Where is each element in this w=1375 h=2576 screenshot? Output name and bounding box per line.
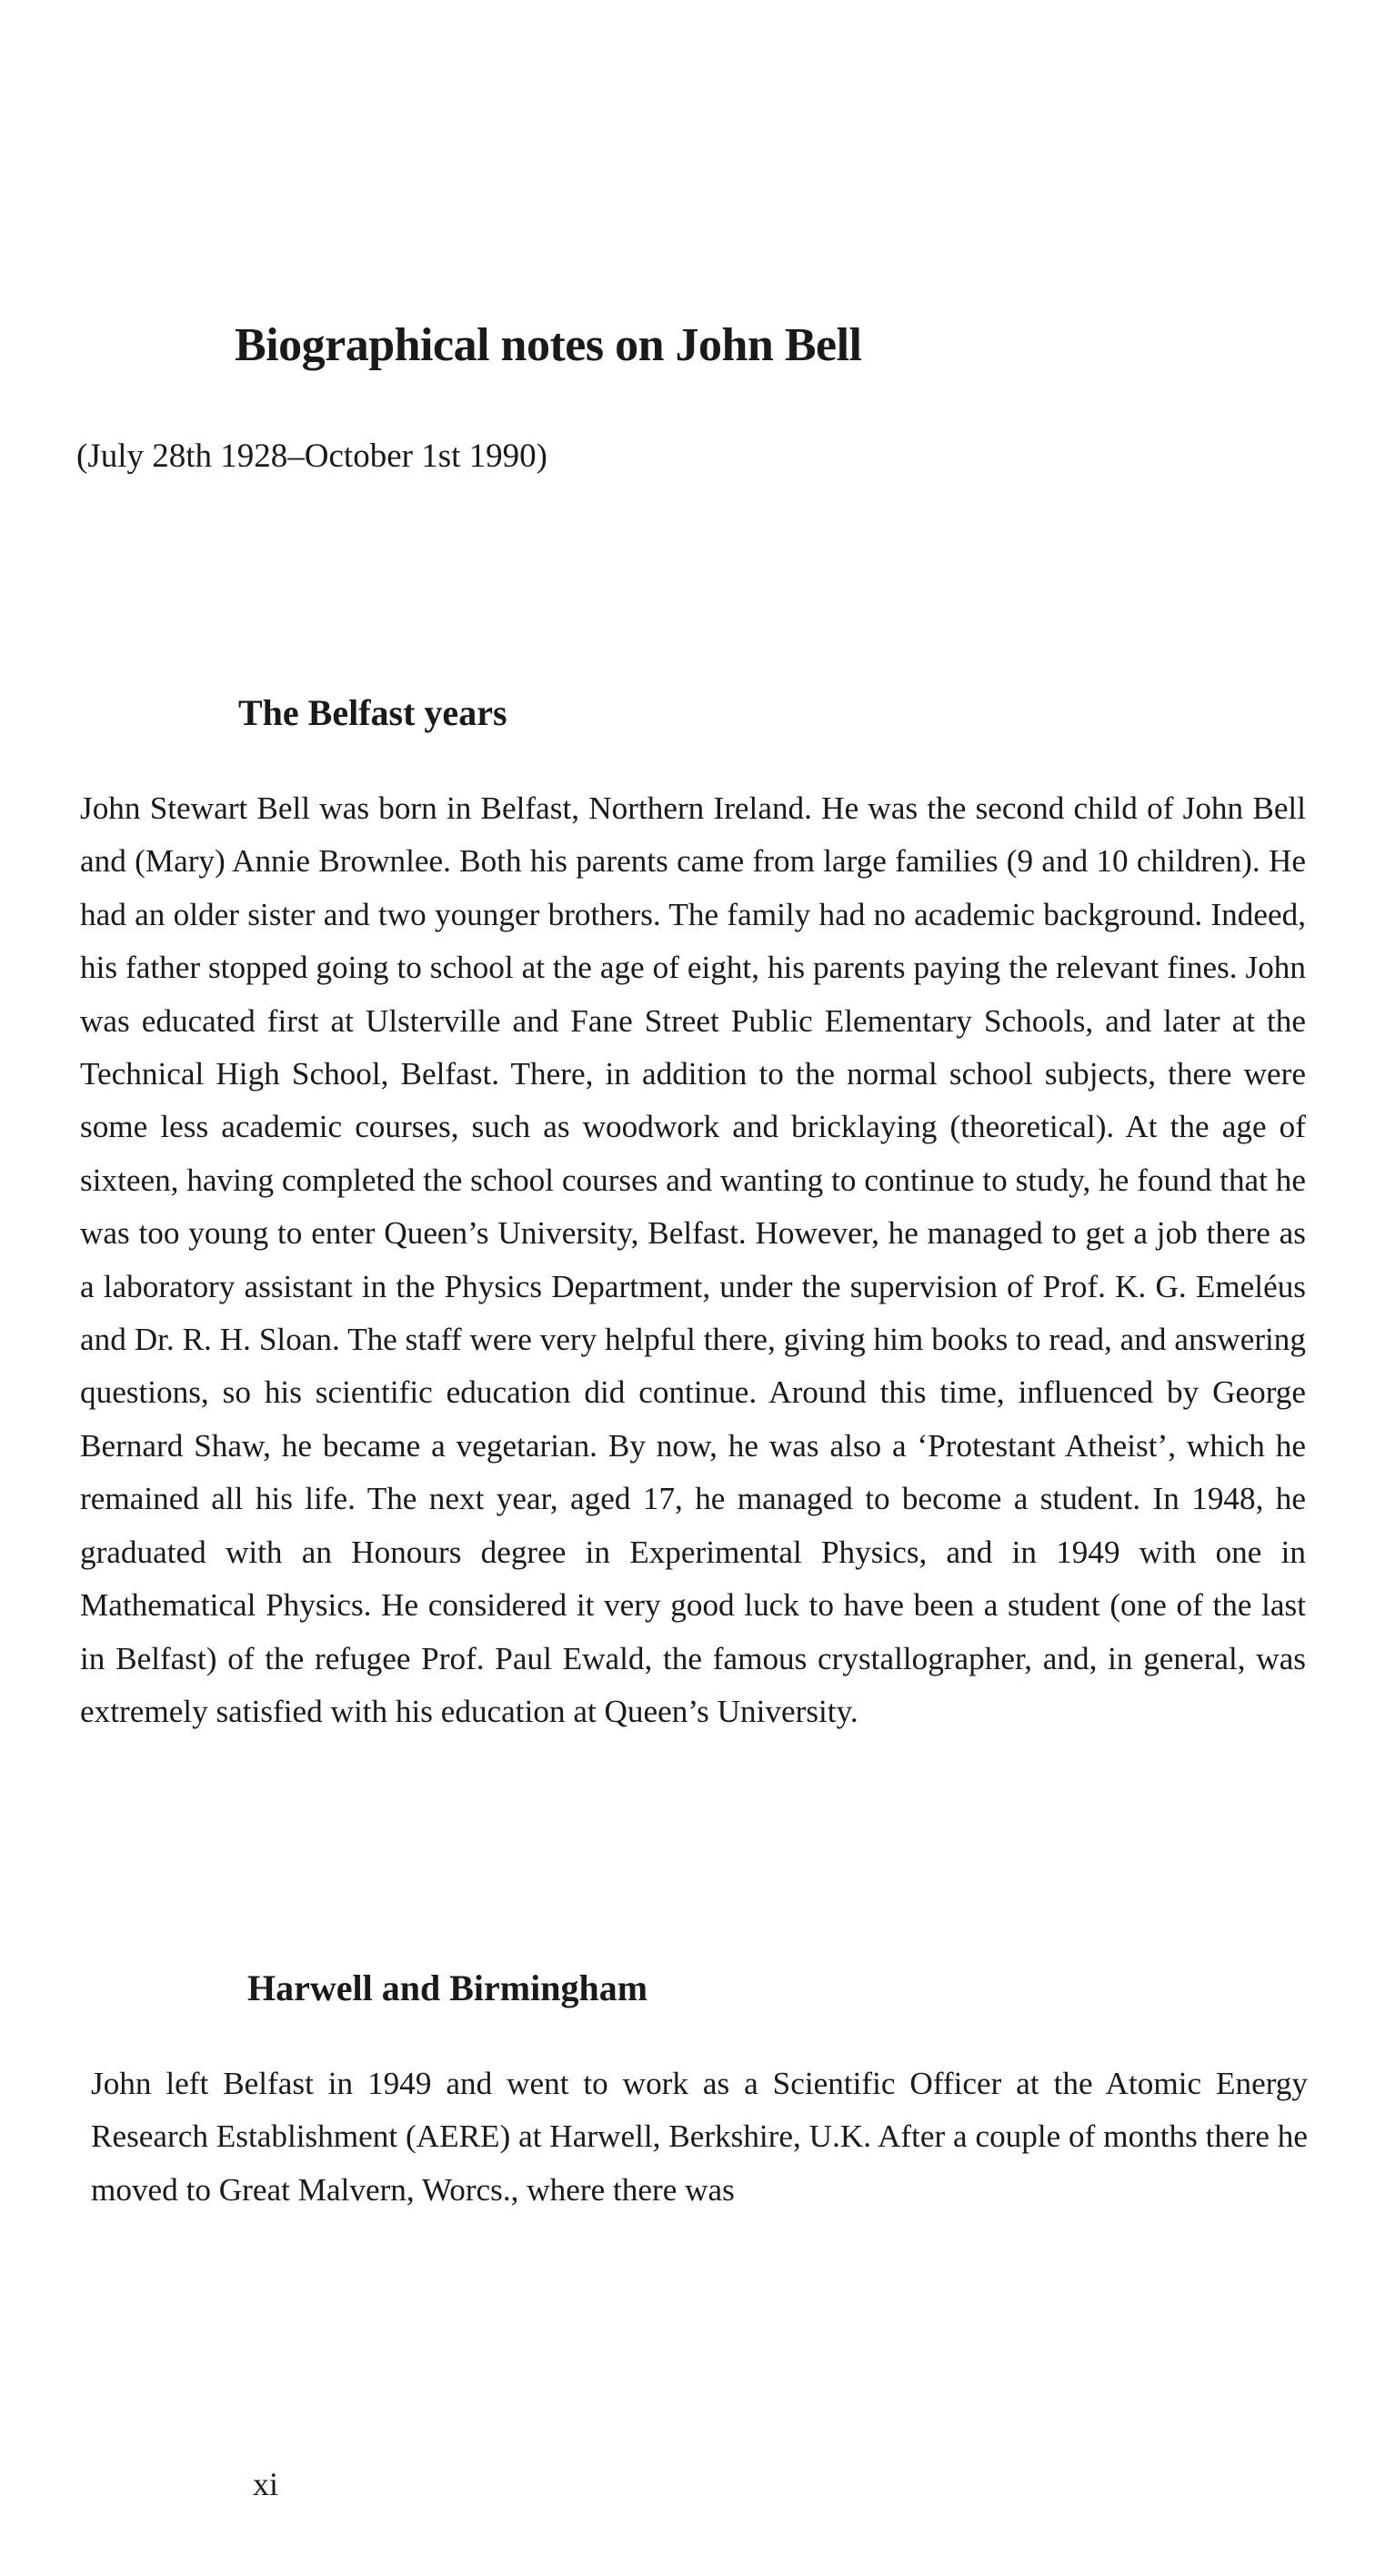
section-heading-harwell-birmingham: Harwell and Birmingham — [247, 1967, 648, 2008]
page-number: xi — [253, 2466, 279, 2502]
section-body-harwell-birmingham: John left Belfast in 1949 and went to work as a Scientific Officer at the Atomic Energy Research Establishment (AERE) at Harwell, Berkshire, U.K. After a couple of months there he moved to Great Malvern, Worcs., where there was — [91, 2066, 1308, 2208]
page-title: Biographical notes on John Bell — [235, 319, 862, 371]
life-dates: (July 28th 1928–October 1st 1990) — [76, 438, 547, 475]
section-heading-belfast-years: The Belfast years — [238, 692, 507, 733]
section-body-belfast-years: John Stewart Bell was born in Belfast, Northern Ireland. He was the second child of John Bell and (Mary) Annie Brownlee. Both his parents came from large families (9 and 10 children). He had an older sister and two younger brothers. The family had no academic background. Indeed, his father stopped going to school at the age of eight, his parents paying the relevant fines. John was educated first at Ulsterville and Fane Street Public Elementary Schools, and later at the Technical High School, Belfast. There, in addition to the normal school subjects, there were some less academic courses, such as woodwork and bricklaying (theoretical). At the age of sixteen, having completed the school courses and wanting to continue to study, he found that he was too young to enter Queen’s University, Belfast. However, he managed to get a job there as a laboratory assistant in the Physics Department, under the supervision of Prof. K. G. Emeléus and Dr. R. H. Sloan. The staff were very helpful there, giving him books to read, and answering questions, so his scientific education did continue. Around this time, influenced by George Bernard Shaw, he became a vegetarian. By now, he was also a ‘Protestant Atheist’, which he remained all his life. The next year, aged 17, he managed to become a student. In 1948, he graduated with an Honours degree in Experimental Physics, and in 1949 with one in Mathematical Physics. He considered it very good luck to have been a student (one of the last in Belfast) of the refugee Prof. Paul Ewald, the famous crystallographer, and, in general, was extremely satisfied with his education at Queen’s University. — [80, 790, 1306, 1729]
